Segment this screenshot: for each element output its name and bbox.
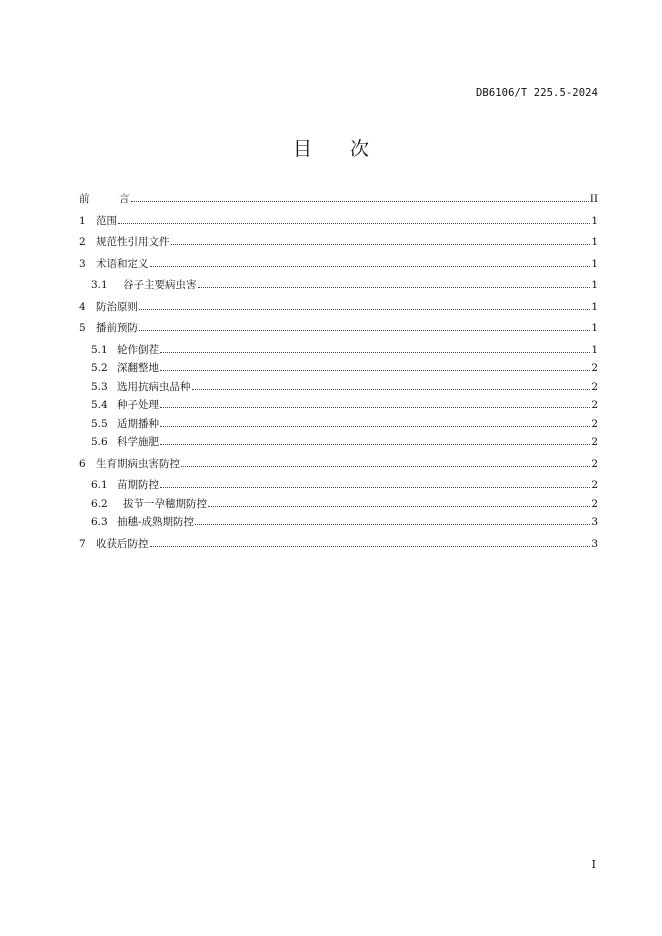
toc-entry-number: 5.3 (91, 380, 108, 393)
toc-entry-number: 5 (79, 322, 86, 334)
toc-entry-page: 1 (591, 257, 598, 270)
toc-leader (160, 369, 590, 371)
toc-entry-6[interactable] (79, 456, 598, 475)
toc-leader (160, 443, 590, 445)
toc-leader (139, 308, 590, 310)
toc-leader (118, 222, 590, 224)
toc-entry-page: 2 (591, 417, 598, 430)
toc-entry-label: 种子处理 (117, 399, 159, 411)
toc-entry-number: 2 (79, 236, 86, 248)
toc-entry-6-3[interactable] (79, 514, 598, 533)
toc-entry-5-5[interactable] (79, 416, 598, 435)
toc-entry-page: 2 (591, 457, 598, 470)
toc-entry-page: 2 (591, 399, 598, 411)
toc-entry-page: 2 (591, 380, 598, 393)
toc-entry-label: 言 (119, 193, 130, 205)
table-of-contents (79, 191, 598, 554)
toc-entry-1[interactable] (79, 213, 598, 232)
toc-entry-number: 3 (79, 257, 86, 270)
toc-leader (160, 406, 590, 408)
toc-entry-number: 5.2 (91, 362, 108, 374)
toc-entry-5-1[interactable] (79, 342, 598, 361)
toc-entry-label: 谷子主要病虫害 (123, 279, 197, 291)
toc-entry-label: 适期播种 (117, 417, 159, 430)
toc-entry-number: 前 (79, 193, 90, 205)
toc-entry-label: 拔节一孕穗期防控 (123, 497, 207, 510)
toc-leader (150, 265, 591, 267)
toc-entry-page: 1 (591, 322, 598, 334)
toc-entry-6-2[interactable] (79, 496, 598, 515)
toc-entry-number: 6.3 (91, 516, 108, 528)
toc-leader (195, 523, 590, 525)
toc-entry-label: 生育期病虫害防控 (96, 457, 180, 470)
toc-entry-page: 3 (591, 537, 598, 550)
toc-entry-page: 1 (591, 236, 598, 248)
toc-entry-label: 选用抗病虫品种 (117, 380, 191, 393)
toc-leader (198, 286, 591, 288)
toc-leader (160, 486, 590, 488)
toc-entry-number: 6 (79, 457, 86, 470)
toc-entry-6-1[interactable] (79, 477, 598, 496)
toc-entry-label: 科学施肥 (117, 436, 159, 448)
toc-leader (171, 243, 591, 245)
toc-entry-page: 2 (591, 362, 598, 374)
toc-entry-page: 1 (591, 214, 598, 227)
toc-entry-number: 5.4 (91, 399, 108, 411)
toc-entry-5-3[interactable] (79, 379, 598, 398)
toc-entry-4[interactable] (79, 299, 598, 318)
toc-entry-5-4[interactable] (79, 397, 598, 416)
toc-entry-label: 防治原则 (96, 300, 138, 313)
toc-entry-label: 范围 (96, 214, 117, 227)
toc-entry-page: 2 (591, 479, 598, 491)
toc-leader (181, 465, 590, 467)
toc-entry-label: 术语和定义 (96, 257, 149, 270)
toc-leader (139, 329, 590, 331)
toc-entry-number: 7 (79, 537, 86, 550)
toc-entry-page: 2 (591, 497, 598, 510)
toc-entry-number: 3.1 (91, 279, 108, 291)
toc-entry-label: 规范性引用文件 (96, 236, 170, 248)
toc-entry-page: 1 (591, 279, 598, 291)
page-number: I (591, 858, 596, 871)
toc-leader (131, 200, 589, 202)
toc-entry-2[interactable] (79, 234, 598, 253)
toc-entry-number: 6.2 (91, 497, 108, 510)
toc-entry-page: 2 (591, 436, 598, 448)
toc-entry-3[interactable] (79, 256, 598, 275)
toc-entry-label: 收获后防控 (96, 537, 149, 550)
toc-entry-page: 1 (591, 343, 598, 356)
toc-leader (150, 545, 591, 547)
toc-entry-page: 1 (591, 300, 598, 313)
toc-leader (160, 351, 590, 353)
toc-entry-label: 轮作倒茬 (117, 343, 159, 356)
toc-entry-label: 深翻整地 (117, 362, 159, 374)
toc-entry-number: 6.1 (91, 479, 108, 491)
toc-entry-number: 4 (79, 300, 86, 313)
toc-leader (208, 505, 590, 507)
toc-entry-number: 5.1 (91, 343, 108, 356)
toc-entry-5-6[interactable] (79, 434, 598, 453)
toc-entry-7[interactable] (79, 536, 598, 555)
toc-entry-label: 抽穗-成熟期防控 (117, 516, 195, 528)
toc-entry-3-1[interactable] (79, 277, 598, 296)
toc-entry-foreword[interactable] (79, 191, 598, 210)
toc-entry-5[interactable] (79, 320, 598, 339)
toc-leader (192, 388, 591, 390)
toc-leader (160, 425, 590, 427)
toc-entry-number: 1 (79, 214, 86, 227)
document-code: DB6106/T 225.5-2024 (475, 87, 598, 99)
toc-entry-number: 5.5 (91, 417, 108, 430)
toc-entry-label: 播前预防 (96, 322, 138, 334)
toc-entry-label: 苗期防控 (117, 479, 159, 491)
toc-entry-5-2[interactable] (79, 360, 598, 379)
page-title: 目 次 (292, 138, 386, 160)
toc-entry-number: 5.6 (91, 436, 108, 448)
toc-entry-page: 3 (591, 516, 598, 528)
toc-entry-page: II (589, 193, 598, 205)
